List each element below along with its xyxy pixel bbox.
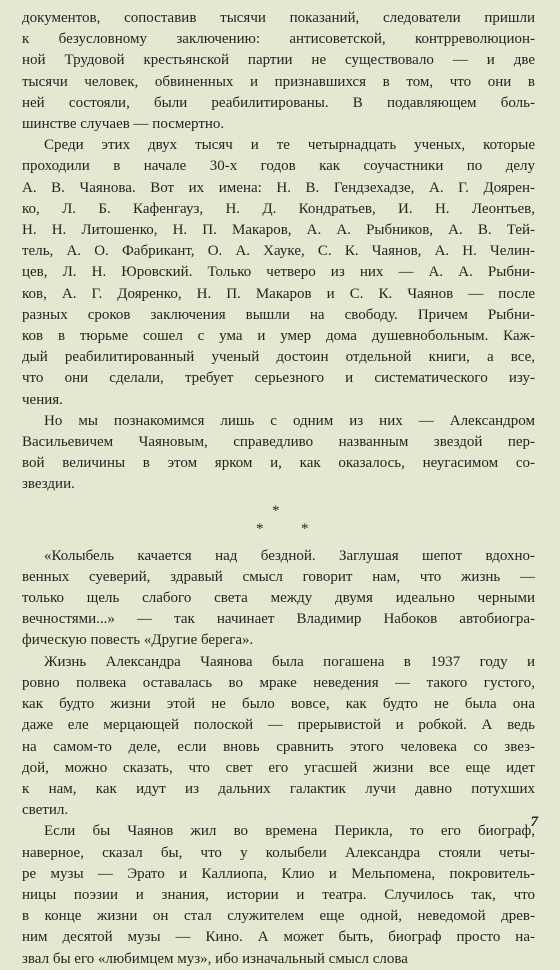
text-line: в конце жизни он стал служителем еще одной, неведомой древ- [22, 908, 535, 925]
section-break [22, 496, 535, 546]
paragraph [22, 652, 535, 822]
ornament-asterisk: * [301, 520, 309, 537]
text-line: ков, А. Г. Дояренко, Н. П. Макаров и С. К. Чаянов — после [22, 285, 535, 302]
text-line: вечностями...» — так начинает Владимир Набоков автобиогра- [22, 611, 535, 628]
text-line: ре музы — Эрато и Каллиопа, Клио и Мельпомена, покровитель- [22, 865, 535, 882]
text-line: на самом-то деле, если вновь сравнить этого человека со звез- [22, 738, 535, 755]
text-line: Если бы Чаянов жил во времена Перикла, то его биограф, [44, 823, 535, 840]
text-line: звал бы его «любимцем муз», ибо изначальный смысл слова [22, 950, 408, 967]
text-line: ной Трудовой крестьянской партии не существовало — и две [22, 52, 535, 69]
text-line: Жизнь Александра Чаянова была погашена в 1937 году и [44, 653, 535, 670]
text-line: светил. [22, 802, 69, 819]
text-line: ним десятой музы — Кино. А может быть, биограф просто на- [22, 929, 535, 946]
text-line: фическую повесть «Другие берега». [22, 632, 254, 649]
text-line: документов, сопоставив тысячи показаний, следователи пришли [22, 10, 535, 26]
text-line: дый реабилитированный ученый достоин отдельной книги, а все, [22, 349, 535, 366]
text-line: ко, Л. Б. Кафенгауз, Н. Д. Кондратьев, И. Н. Леонтьев, [22, 200, 535, 217]
text-line: вой величины в этом ярком и, как оказалось, неугасимом со- [22, 455, 535, 472]
paragraph [22, 8, 535, 135]
text-line: что они сделали, требует серьезного и систематического изу- [22, 370, 535, 387]
paragraph [22, 821, 535, 969]
text-line: «Колыбель качается над бездной. Заглушая шепот вдохно- [44, 547, 535, 564]
text-line: цев, Л. Н. Юровский. Только четверо из них — А. А. Рыбни- [22, 264, 535, 281]
page-body [22, 8, 535, 970]
text-line: разных сроков заключения вышли на свободу. Причем Рыбни- [22, 306, 535, 323]
paragraph [22, 546, 535, 652]
text-line: как будто жизни этой не было вовсе, как будто не была она [22, 696, 535, 713]
text-line: чения. [22, 391, 63, 408]
text-line: наверное, сказал бы, что у колыбели Александра стояли четы- [22, 844, 535, 861]
text-before-break [22, 8, 535, 496]
text-line: Среди этих двух тысяч и те четырнадцать ученых, которые [44, 137, 535, 154]
text-line: ровно полвека оставалась во мраке неведения — такого густого, [22, 674, 535, 691]
text-line: Но мы познакомимся лишь с одним из них — Александром [44, 412, 535, 429]
text-line: дой, можно сказать, что свет его угасшей жизни все еще идет [22, 759, 535, 776]
text-line: тысячи человек, обвиненных и признавшихся в том, что они в [22, 73, 535, 90]
text-line: даже еле мерцающей полоской — прерывистой и робкой. А ведь [22, 717, 535, 734]
paragraph [22, 135, 535, 411]
text-line: Васильевичем Чаяновым, справедливо названным звездой пер- [22, 434, 535, 451]
text-line: венных суеверий, здравый смысл говорит нам, что жизнь — [22, 568, 535, 585]
text-line: Н. Н. Литошенко, Н. П. Макаров, А. А. Рыбников, А. В. Тей- [22, 222, 535, 239]
text-line: ницы поэзии и знания, истории и театра. Случилось так, что [22, 886, 535, 903]
paragraph [22, 411, 535, 496]
ornament-asterisk: * [256, 520, 264, 537]
text-line: тель, А. О. Фабрикант, О. А. Хауке, С. К. Чаянов, А. Н. Челин- [22, 243, 535, 260]
text-line: проходили в начале 30-х годов как соучастники по делу [22, 158, 535, 175]
text-line: А. В. Чаянова. Вот их имена: Н. В. Гендзехадзе, А. Г. Доярен- [22, 179, 535, 196]
text-after-break [22, 546, 535, 970]
text-line: ней состояли, были реабилитированы. В подавляющем боль- [22, 94, 535, 111]
text-line: ков в тюрьме сошел с ума и умер дома душевнобольным. Каж- [22, 328, 535, 345]
page-number: 7 [530, 814, 538, 830]
text-line: только щель слабого света между двумя идеально черными [22, 590, 535, 607]
ornament-asterisk: * [272, 502, 280, 519]
text-line: к нам, как идут из дальних галактик лучи давно потухших [22, 780, 535, 797]
text-line: звездии. [22, 476, 75, 493]
text-line: шинстве случаев — посмертно. [22, 116, 225, 133]
text-line: к безусловному заключению: антисоветской, контрреволюцион- [22, 31, 535, 48]
